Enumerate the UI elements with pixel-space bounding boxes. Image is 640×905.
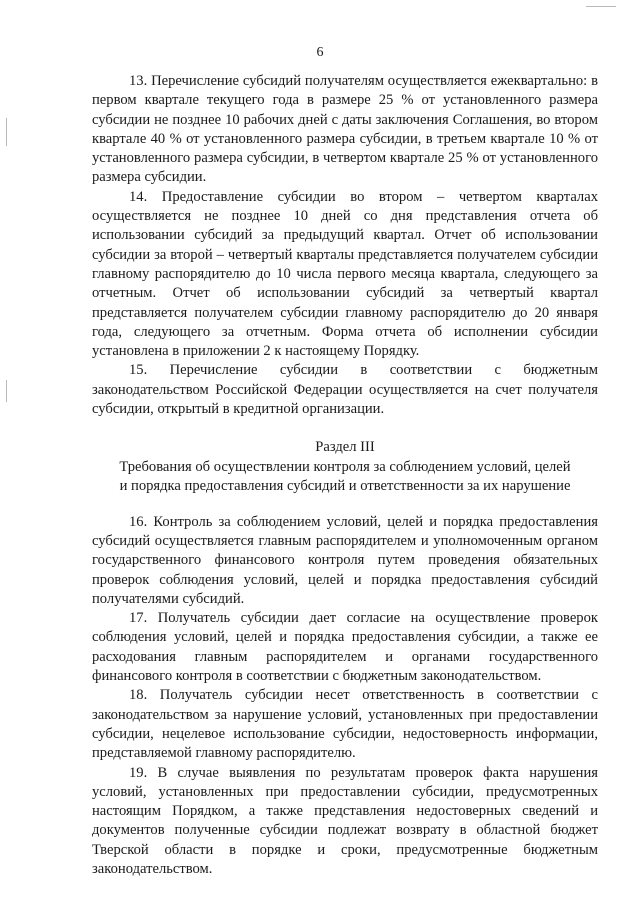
section-heading-line-1: Требования об осуществлении контроля за соблюдением условий, целей — [119, 458, 571, 475]
section-heading-line-2: и порядка предоставления субсидий и ответственности за их нарушение — [119, 477, 571, 494]
section-label: Раздел III — [315, 439, 375, 456]
paragraph-19: 19. В случае выявления по результатам проверок факта нарушения условий, установленных при предоставлении субсидии, предусмотренных настоящим Порядком, а также представления недостоверных сведений и документов полученные субсидии подлежат возврату в областной бюджет Тверской области в порядке и сроки, предусмотренные бюджетным законодательством. — [92, 764, 598, 877]
scan-artifact-top-right — [586, 6, 616, 7]
page-number: 6 — [316, 45, 324, 60]
paragraph-14: 14. Предоставление субсидии во втором – четвертом кварталах осуществляется не позднее 10 дней со дня представления отчета об использовании субсидий за предыдущий квартал. Отчет об использовании субсидии за второй – четвертый кварталы представляется получателем субсидии главному распорядителю до 10 числа первого месяца квартала, следующего за отчетным. Отчет об использовании субсидий за четвертый квартал представляется получателем субсидии главному распорядителю до 20 января года, следующего за отчетным. Форма отчета об исполнении субсидии установлена в приложении 2 к настоящему Порядку. — [92, 188, 598, 360]
heading-spacer — [92, 496, 598, 513]
paragraph-13: 13. Перечисление субсидий получателям осуществляется ежеквартально: в первом квартале текущего года в размере 25 % от установленного размера субсидии не позднее 10 рабочих дней с даты заключения Соглашения, во втором квартале 40 % от установленного размера субсидии, в третьем квартале 10 % от установленного размера субсидии, в четвертом квартале 25 % от установленного размера субсидии. — [92, 73, 598, 186]
scan-artifact-left-edge — [6, 118, 7, 146]
paragraph-17: 17. Получатель субсидии дает согласие на осуществление проверок соблюдения условий, целей и порядка предоставления субсидии, а также ее расходования главным распорядителем и органами государственного финансового контроля в соответствии с бюджетным законодательством. — [92, 610, 598, 685]
paragraph-16: 16. Контроль за соблюдением условий, целей и порядка предоставления субсидий осуществляется главным распорядителем и уполномоченным органом государственного финансового контроля путем проведения обязательных проверок соблюдения условий, целей и порядка предоставления субсидий получателями субсидий. — [92, 513, 598, 607]
paragraph-18: 18. Получатель субсидии несет ответственность в соответствии с законодательством за нарушение условий, установленных при предоставлении субсидии, нецелевое использование субсидии, недостоверность информации, представляемой главному распорядителю. — [92, 687, 598, 762]
section-spacer — [92, 419, 598, 438]
document-body — [92, 72, 598, 879]
paragraph-15: 15. Перечисление субсидии в соответствии с бюджетным законодательством Российской Федерации осуществляется на счет получателя субсидии, открытый в кредитной организации. — [92, 362, 598, 418]
scan-artifact-left-edge-lower — [6, 380, 7, 402]
